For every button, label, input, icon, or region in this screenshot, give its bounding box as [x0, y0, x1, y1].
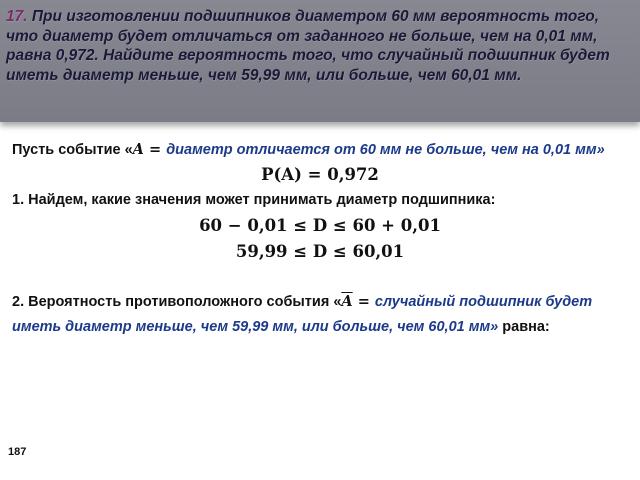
step-2-suffix: равна:: [498, 319, 550, 335]
complement-event-symbol: $\overline{A}$: [341, 293, 353, 310]
step-2-heading: [12, 293, 592, 310]
problem-number: 17.: [6, 8, 28, 25]
problem-header: [0, 0, 640, 122]
step-2-prefix: 2. Вероятность противоположного события «: [12, 294, 342, 310]
event-symbol: A: [132, 141, 144, 158]
event-description: диаметр отличается от 60 мм не больше, чем на 0,01 мм»: [166, 142, 605, 158]
event-definition: [12, 141, 605, 158]
step-2-continuation: [12, 319, 550, 335]
inequality-1: 60 − 0,01 ≤ D ≤ 60 + 0,01: [199, 216, 441, 235]
problem-text: При изготовлении подшипников диаметром 60 мм вероятность того, что диаметр будет отличаться от заданного не больше, чем на 0,01 мм, равна 0,972. Найдите вероятность того, что случайный подшипник будет иметь диаметр меньше, чем 59,99 мм, или больше, чем 60,01 мм.: [6, 8, 610, 84]
complement-event-text-a: случайный подшипник будет: [374, 294, 593, 310]
complement-event-text-b: иметь диаметр меньше, чем 59,99 мм, или больше, чем 60,01 мм»: [12, 319, 499, 335]
probability-formula: P(A) = 0,972: [261, 165, 379, 184]
step-2-equals: =: [352, 293, 375, 310]
page-number: 187: [8, 446, 27, 458]
inequality-2: 59,99 ≤ D ≤ 60,01: [235, 242, 405, 261]
event-prefix: Пусть событие «: [12, 142, 133, 158]
problem-statement: [6, 7, 634, 85]
event-equals: =: [143, 141, 167, 158]
step-1-heading: 1. Найдем, какие значения может принимать диаметр подшипника:: [12, 192, 496, 208]
